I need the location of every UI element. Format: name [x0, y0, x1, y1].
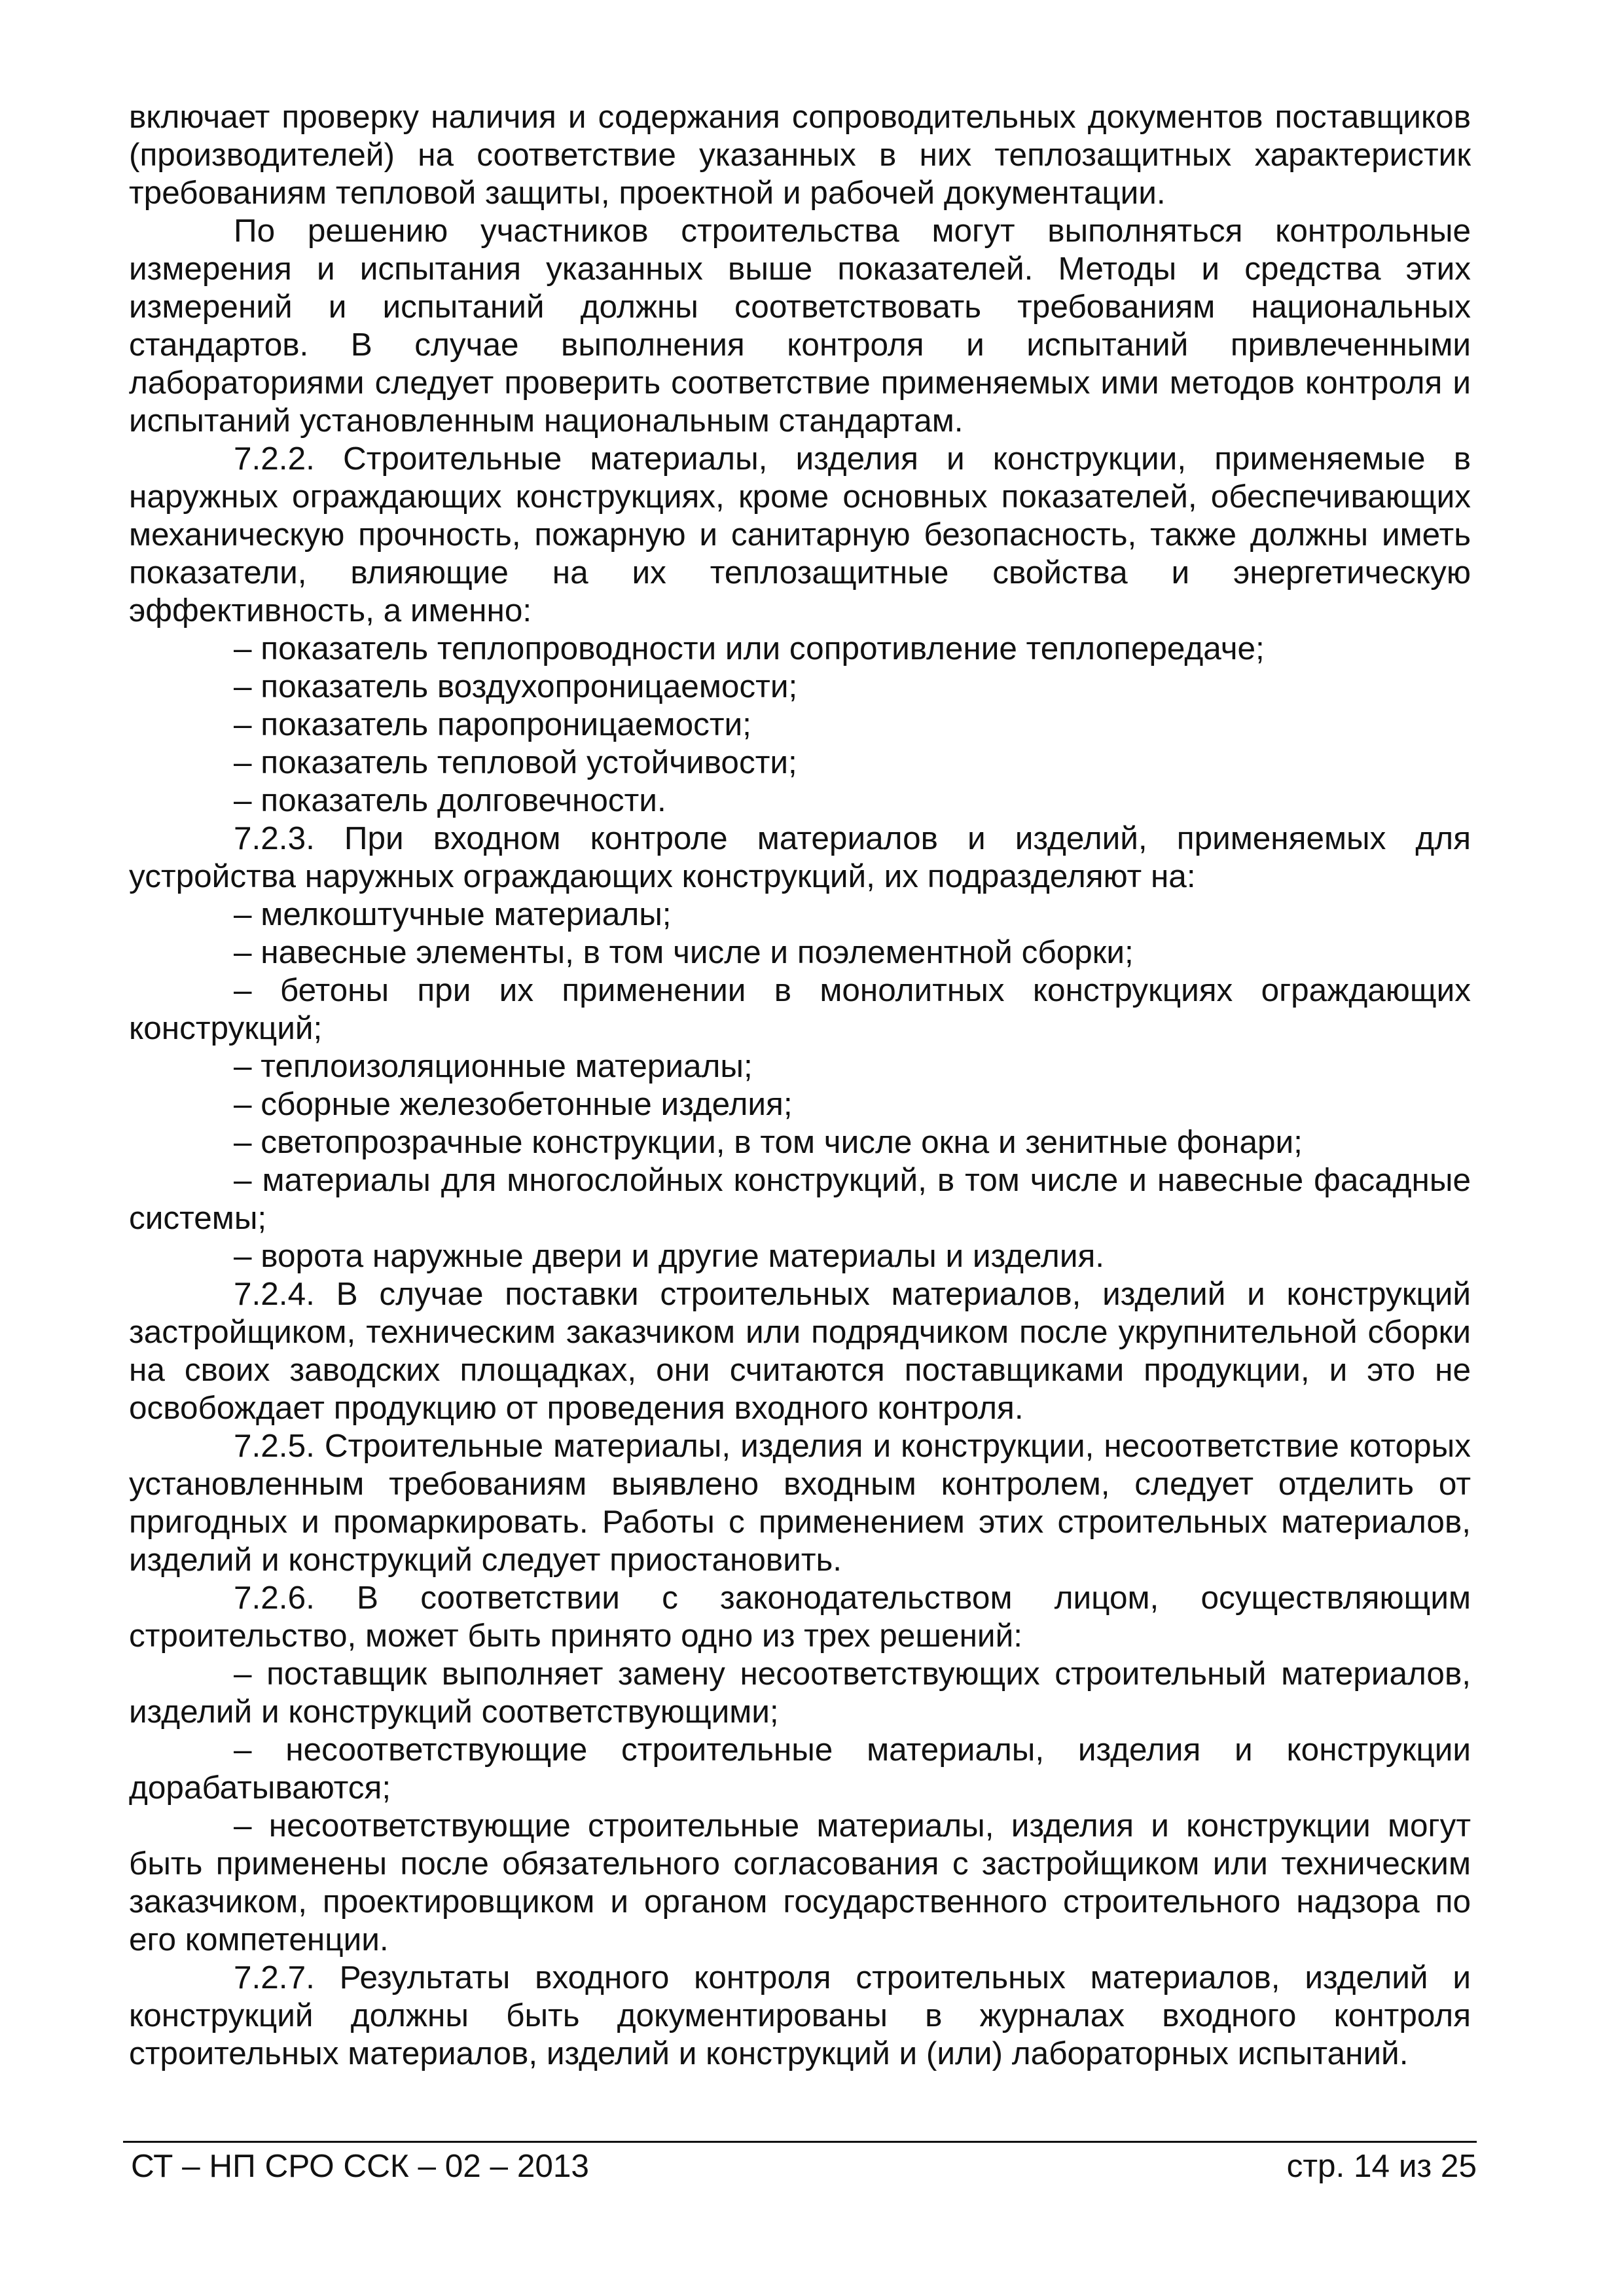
list-item: – показатель теплопроводности или сопротивление теплопередаче;	[234, 630, 1265, 666]
list-item: – показатель долговечности.	[234, 782, 666, 818]
list-item: – поставщик выполняет замену несоответствующих строительный материалов, изделий и конструкций соответствующими;	[129, 1656, 1471, 1730]
clause-7-2-3: 7.2.3. При входном контроле материалов и изделий, применяемых для устройства наружных ограждающих конструкций, их подразделяют на:	[129, 820, 1471, 894]
paragraph-continuation: включает проверку наличия и содержания сопроводительных документов поставщиков (производителей) на соответствие указанных в них теплозащитных характеристик требованиям тепловой защиты, проектной и рабочей документации.	[129, 99, 1471, 211]
list-item: – ворота наружные двери и другие материалы и изделия.	[234, 1238, 1105, 1274]
footer-document-code: СТ – НП СРО ССК – 02 – 2013	[131, 2148, 589, 2184]
list-item: – показатель воздухопроницаемости;	[234, 668, 798, 704]
clause-7-2-4: 7.2.4. В случае поставки строительных материалов, изделий и конструкций застройщиком, техническим заказчиком или подрядчиком после укрупнительной сборки на своих заводских площадках, они считаются поставщиками продукции, и это не освобождает продукцию от проведения входного контроля.	[129, 1276, 1471, 1426]
paragraph-control-measurements: По решению участников строительства могут выполняться контрольные измерения и испытания указанных выше показателей. Методы и средства этих измерений и испытаний должны соответствовать требованиям национальных стандартов. В случае выполнения контроля и испытаний привлеченными лабораториями следует проверить соответствие применяемых ими методов контроля и испытаний установленным национальным стандартам.	[129, 213, 1471, 439]
list-item: – несоответствующие строительные материалы, изделия и конструкции дорабатываются;	[129, 1732, 1471, 1806]
list-item: – несоответствующие строительные материалы, изделия и конструкции могут быть применены после обязательного согласования с застройщиком или техническим заказчиком, проектировщиком и органом государственного строительного надзора по его компетенции.	[129, 1808, 1471, 1958]
list-item: – материалы для многослойных конструкций, в том числе и навесные фасадные системы;	[129, 1162, 1471, 1236]
footer-divider	[123, 2141, 1477, 2143]
clause-7-2-6: 7.2.6. В соответствии с законодательством лицом, осуществляющим строительство, может быть принято одно из трех решений:	[129, 1580, 1471, 1654]
list-item: – мелкоштучные материалы;	[234, 896, 672, 932]
clause-7-2-5: 7.2.5. Строительные материалы, изделия и конструкции, несоответствие которых установленным требованиям выявлено входным контролем, следует отделить от пригодных и промаркировать. Работы с применением этих строительных материалов, изделий и конструкций следует приостановить.	[129, 1428, 1471, 1578]
clause-7-2-2: 7.2.2. Строительные материалы, изделия и конструкции, применяемые в наружных ограждающих конструкциях, кроме основных показателей, обеспечивающих механическую прочность, пожарную и санитарную безопасность, также должны иметь показатели, влияющие на их теплозащитные свойства и энергетическую эффективность, а именно:	[129, 441, 1471, 629]
list-item: – сборные железобетонные изделия;	[234, 1086, 793, 1122]
list-item: – светопрозрачные конструкции, в том числе окна и зенитные фонари;	[234, 1124, 1303, 1160]
clause-7-2-7: 7.2.7. Результаты входного контроля строительных материалов, изделий и конструкций должны быть документированы в журналах входного контроля строительных материалов, изделий и конструкций и (или) лабораторных испытаний.	[129, 1959, 1471, 2071]
list-item: – бетоны при их применении в монолитных конструкциях ограждающих конструкций;	[129, 972, 1471, 1046]
list-item: – теплоизоляционные материалы;	[234, 1048, 753, 1084]
page-body	[129, 98, 1471, 2073]
list-item: – навесные элементы, в том числе и поэлементной сборки;	[234, 934, 1134, 970]
footer-page-number: стр. 14 из 25	[1286, 2148, 1477, 2184]
list-item: – показатель паропроницаемости;	[234, 706, 751, 742]
list-item: – показатель тепловой устойчивости;	[234, 744, 797, 780]
